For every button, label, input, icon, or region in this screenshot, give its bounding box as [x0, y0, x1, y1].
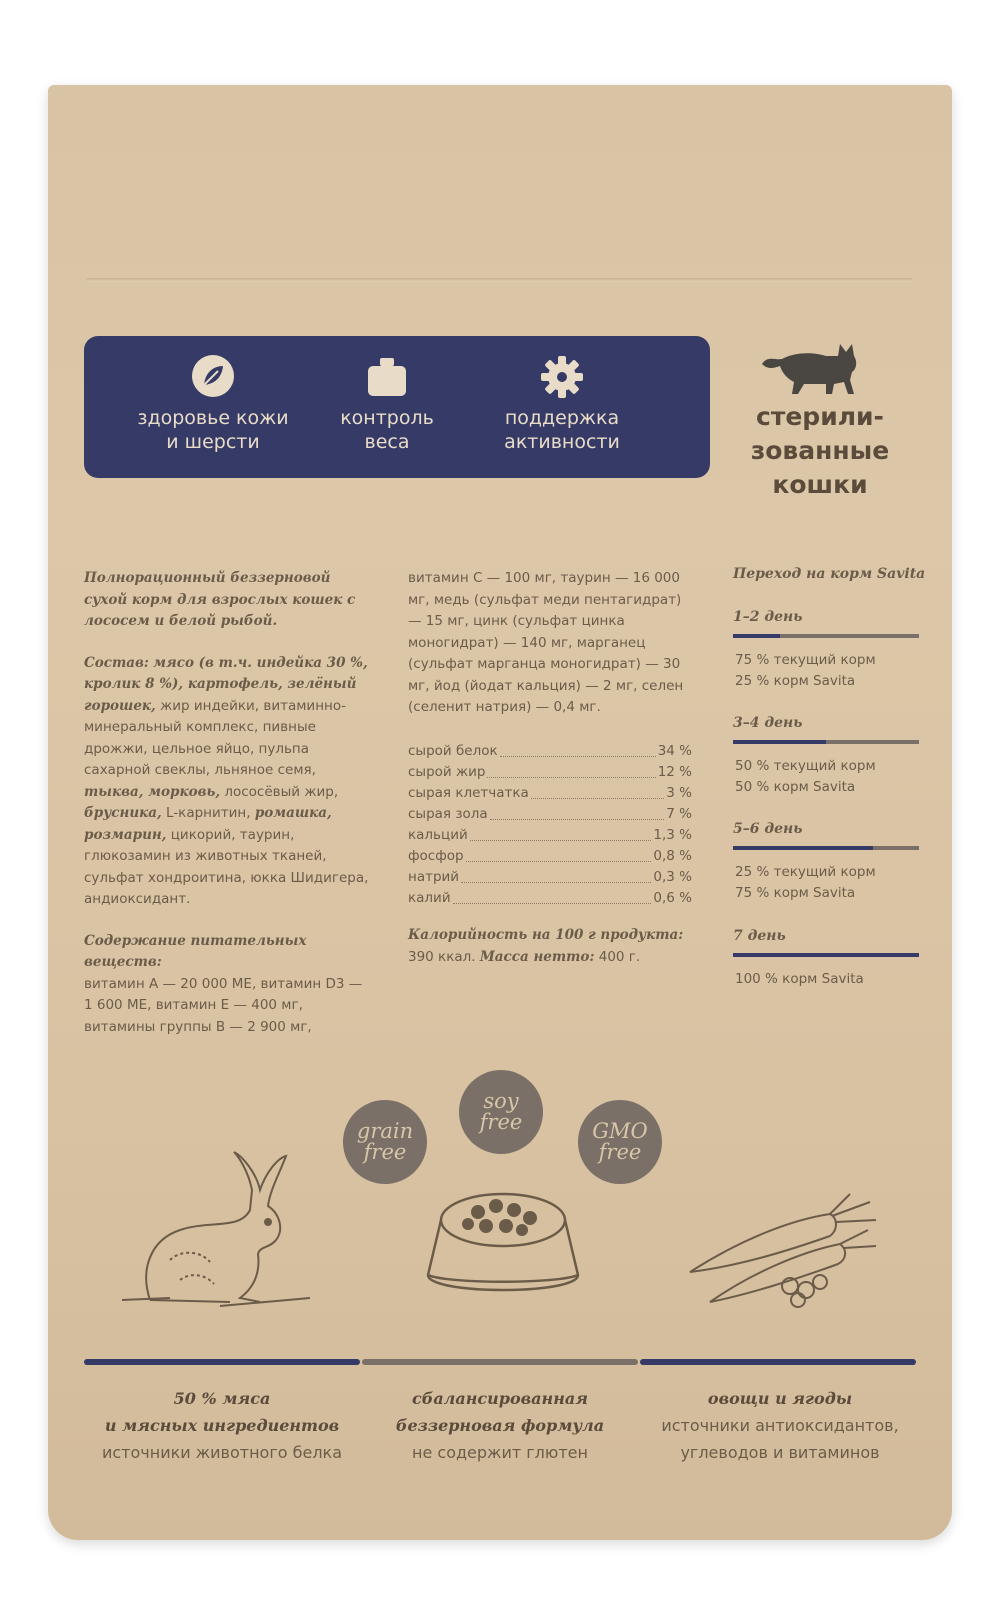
- composition: Состав: мясо (в т.ч. индейка 30 %, кролик 8 %), картофель, зелёный горошек, жир индейки, витаминно-минеральный комплекс, пивные дрожжи, цельное яйцо, пульпа сахарной свеклы, льняное семя, тыква, морковь, лососёвый жир, брусника, L-карнитин, ромашка, розмарин, цикорий, таурин, глюкозамин из животных тканей, сульфат хондроитина, юкка Шидигера, андиоксидант.: [84, 654, 369, 907]
- gear-icon: [539, 354, 585, 404]
- feature-vegetables: [640, 1385, 920, 1466]
- product-intro: Полнорационный беззерновой сухой корм для взрослых кошек с лососем и белой рыбой.: [84, 570, 356, 629]
- benefit-weight: контроль веса: [302, 336, 472, 478]
- table-row: калий 0,6 %: [408, 890, 692, 906]
- transition-step-text: 75 % текущий корм 25 % корм Savita: [735, 652, 876, 689]
- feature-title: 50 % мяса и мясных ингредиентов: [104, 1389, 340, 1435]
- feature-divider: [362, 1359, 638, 1365]
- transition-progress-fill: [826, 740, 919, 744]
- table-row: сырая зола 7 %: [408, 806, 692, 822]
- feature-text: не содержит глютен: [412, 1443, 588, 1462]
- calories-info: Калорийность на 100 г продукта: 390 ккал. Масса нетто: 400 г.: [408, 927, 684, 965]
- table-row: сырой жир 12 %: [408, 764, 692, 780]
- transition-title: Переход на корм Savita: [733, 566, 926, 582]
- transition-step-day: 7 день: [733, 928, 786, 944]
- bag-seam: [86, 278, 912, 282]
- table-row: сырой белок 34 %: [408, 743, 692, 759]
- food-bowl-icon: [418, 1180, 588, 1314]
- feature-title: сбалансированная беззерновая формула: [395, 1389, 605, 1435]
- cat-icon: [760, 340, 866, 400]
- transition-step-text: 100 % корм Savita: [735, 971, 864, 987]
- table-row: фосфор 0,8 %: [408, 848, 692, 864]
- table-row: сырая клетчатка 3 %: [408, 785, 692, 801]
- transition-progress-fill: [873, 846, 920, 850]
- grain-free-badge: grain free: [343, 1100, 427, 1184]
- transition-progress-bar: [733, 634, 919, 638]
- feature-text: источники антиоксидантов, углеводов и витаминов: [661, 1416, 899, 1462]
- nutrients-text-1: витамин А — 20 000 МЕ, витамин D3 — 1 600 МЕ, витамин Е — 400 мг, витамины группы В — 2 900 мг,: [84, 975, 363, 1035]
- benefit-skin: здоровье кожи и шерсти: [124, 336, 302, 478]
- carrot-icon: [680, 1190, 880, 1324]
- transition-progress-bar: [733, 740, 919, 744]
- transition-progress-bar: [733, 953, 919, 957]
- transition-step-day: 5–6 день: [733, 821, 803, 837]
- feature-formula: [360, 1385, 640, 1466]
- transition-progress-fill: [780, 634, 920, 638]
- benefits-panel: [84, 336, 710, 478]
- soy-free-badge: soy free: [459, 1070, 543, 1154]
- feature-divider: [640, 1359, 916, 1365]
- nutrients-heading: Содержание питательных веществ:: [84, 932, 307, 970]
- rabbit-icon: [110, 1150, 320, 1324]
- weight-icon: [365, 354, 409, 402]
- leaf-icon: [191, 354, 235, 402]
- transition-step-text: 25 % текущий корм 75 % корм Savita: [735, 864, 876, 901]
- transition-step-text: 50 % текущий корм 50 % корм Savita: [735, 758, 876, 795]
- category-label: стерили- зованные кошки: [750, 402, 890, 499]
- nutrients-text-2: витамин С — 100 мг, таурин — 16 000 мг, медь (сульфат меди пентагидрат) — 15 мг, цинк (сульфат цинка моногидрат) — 140 мг, марганец (сульфат марганца моногидрат) — 30 мг, йод (йодат кальция) — 2 мг, селен (селенит натрия) — 0,4 мг.: [408, 570, 684, 715]
- benefit-activity: поддержка активности: [472, 336, 652, 478]
- table-row: кальций 1,3 %: [408, 827, 692, 843]
- feature-text: источники животного белка: [101, 1443, 343, 1462]
- transition-step-day: 1–2 день: [733, 609, 803, 625]
- description-column: [84, 568, 374, 1038]
- gmo-free-badge: GMO free: [578, 1100, 662, 1184]
- feature-meat: [82, 1385, 362, 1466]
- transition-step-day: 3–4 день: [733, 715, 803, 731]
- transition-progress-bar: [733, 846, 919, 850]
- feature-divider: [84, 1359, 360, 1365]
- feature-title: овощи и ягоды: [707, 1389, 853, 1408]
- table-row: натрий 0,3 %: [408, 869, 692, 885]
